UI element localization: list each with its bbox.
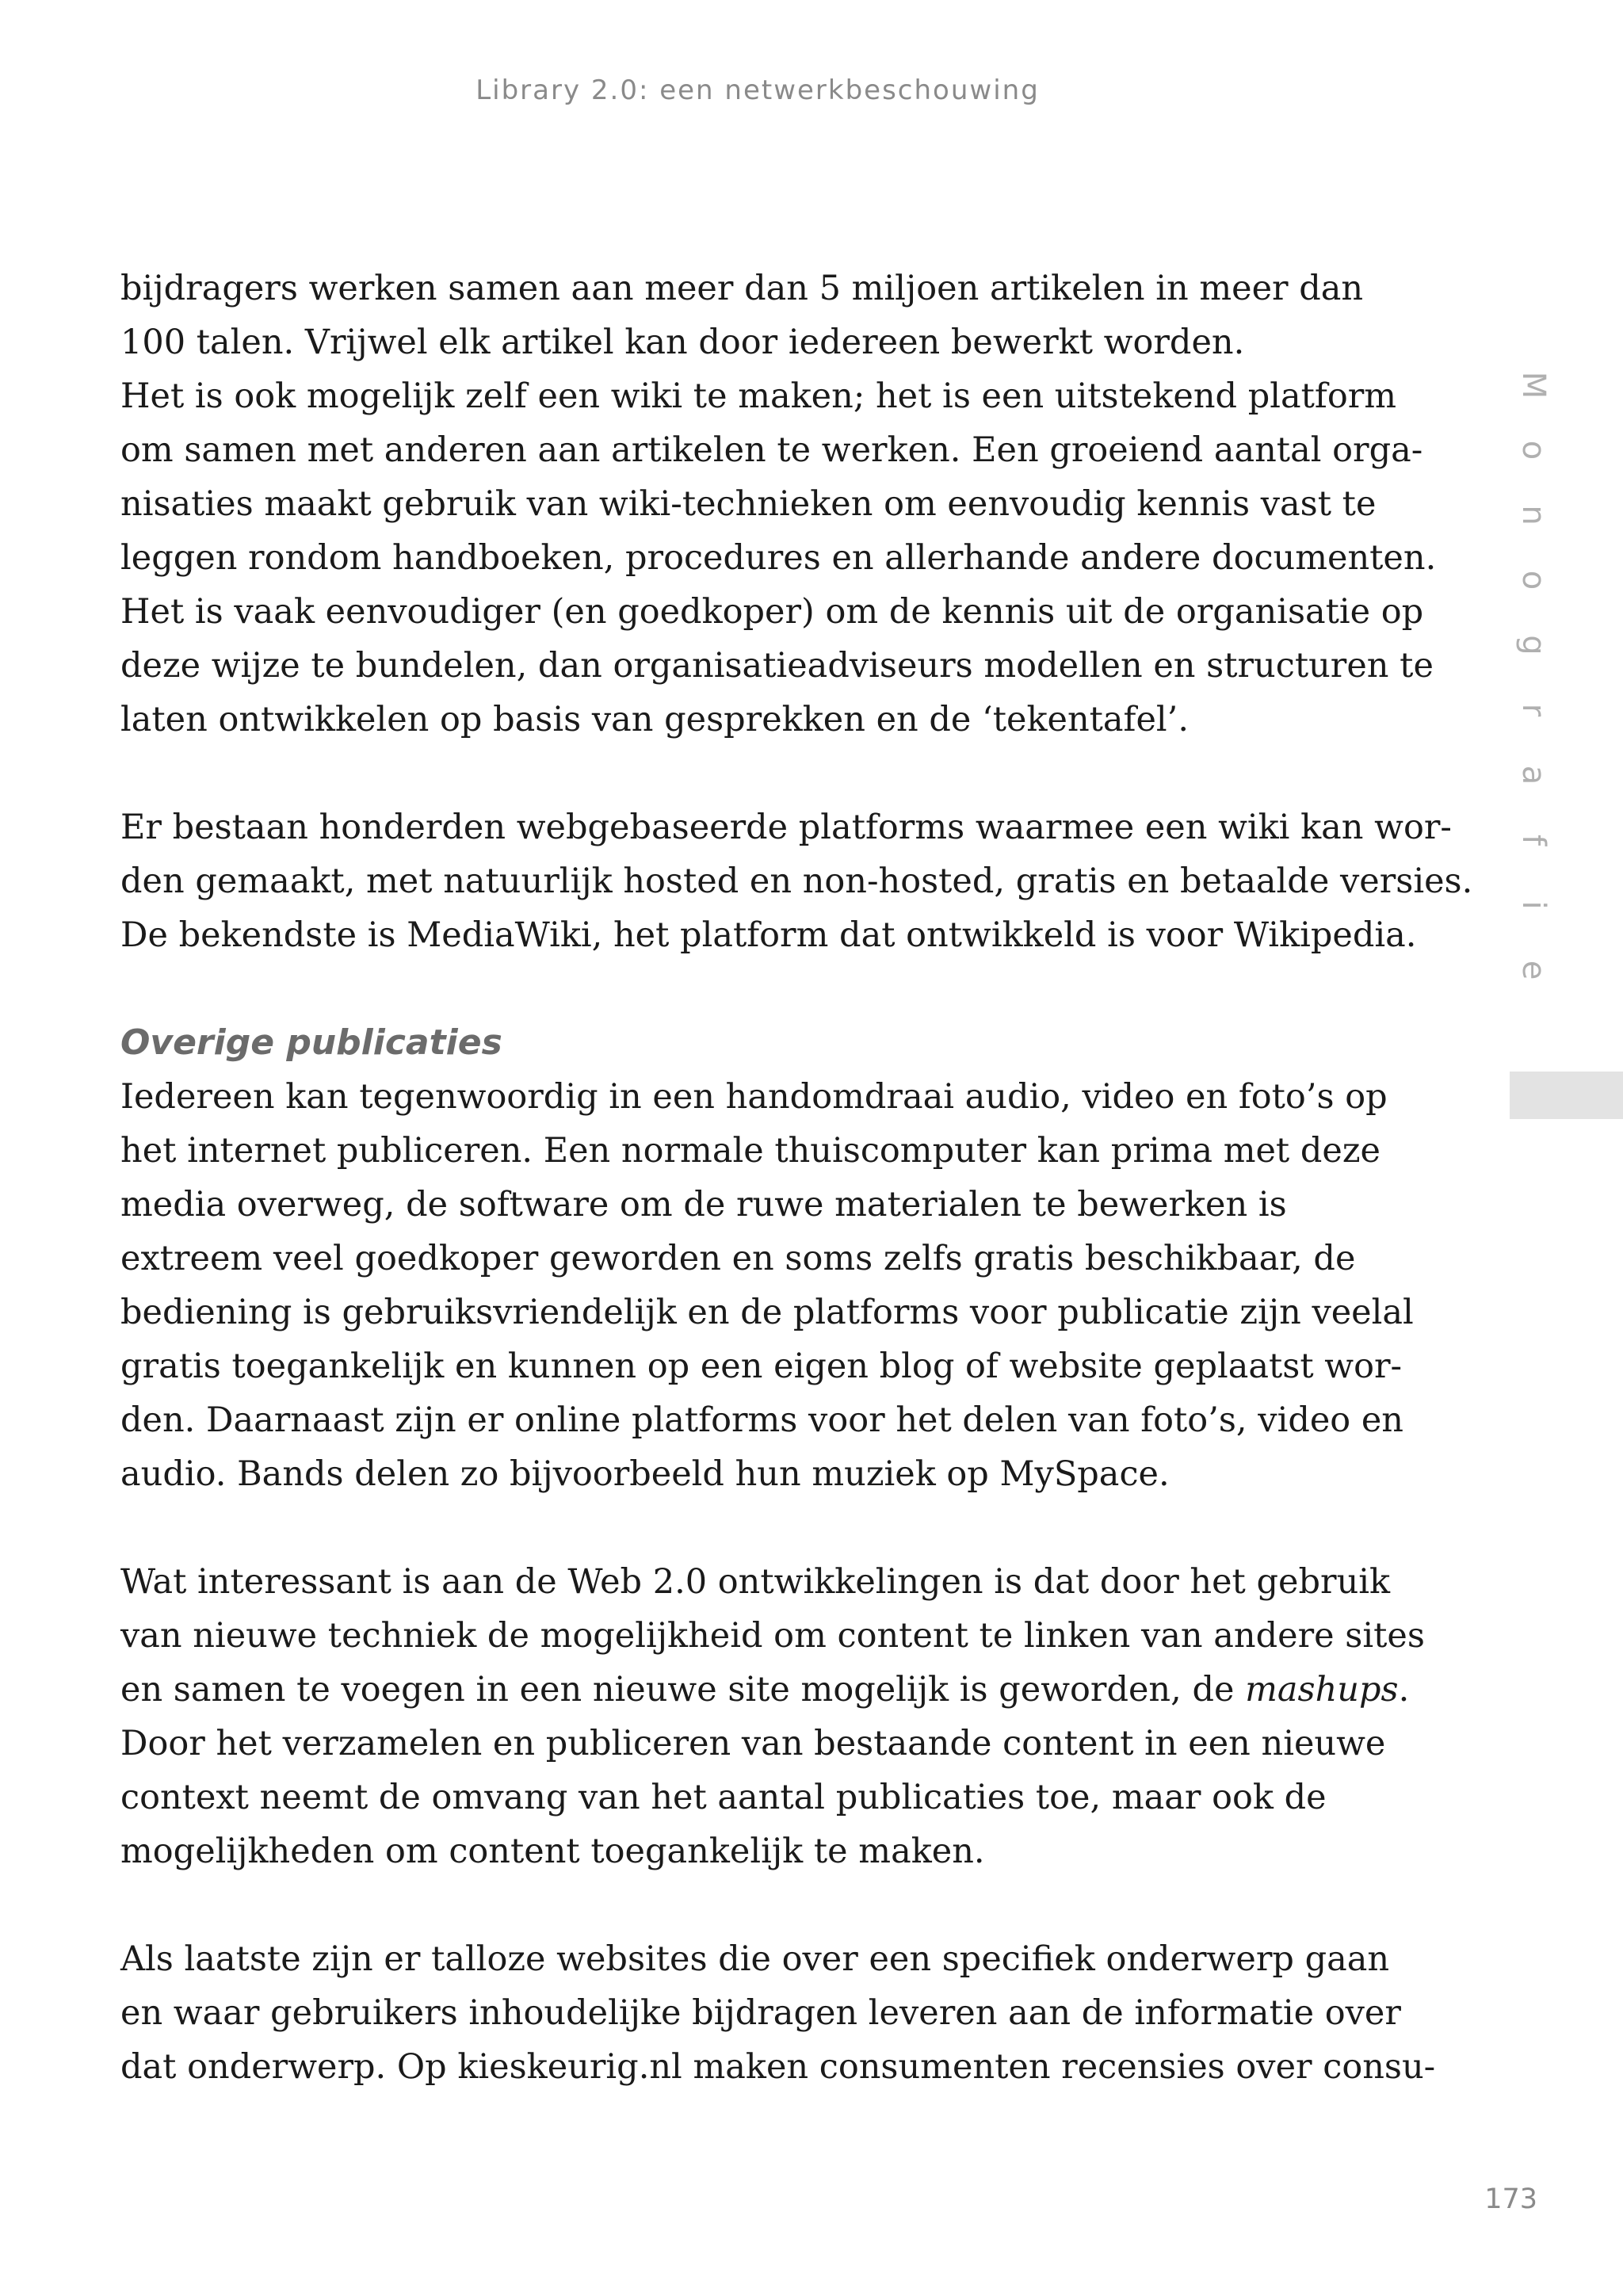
text-line: Als laatste zijn er talloze websites die over een specifiek onderwerp gaan [120,1939,1390,1979]
paragraph-websites [120,1932,1436,2094]
text-fragment: en samen te voegen in een nieuwe site mogelijk is geworden, de [120,1670,1246,1710]
text-line: De bekendste is MediaWiki, het platform dat ontwikkeld is voor Wikipedia. [120,915,1417,955]
section-marker-bar [1510,1072,1623,1119]
text-line: mogelijkheden om content toegankelijk te maken. [120,1832,985,1871]
text-line: context neemt de omvang van het aantal publicaties toe, maar ook de [120,1778,1327,1817]
text-line: dat onderwerp. Op kieskeurig.nl maken consumenten recensies over consu- [120,2047,1436,2087]
text-fragment: . [1398,1670,1410,1710]
text-line: laten ontwikkelen op basis van gesprekken en de ‘tekentafel’. [120,700,1190,739]
section-tab [1510,353,1557,1003]
tab-letter: a [1515,765,1552,785]
tab-letter: n [1515,505,1552,525]
page-number: 173 [1484,2183,1537,2215]
paragraph-publishing [120,1070,1414,1501]
text-line: deze wijze te bundelen, dan organisatieadviseurs modellen en structuren te [120,646,1434,686]
text-line-mashups [120,1663,1410,1717]
text-line: Wat interessant is aan de Web 2.0 ontwikkelingen is dat door het gebruik [120,1562,1391,1602]
body-text [120,262,1473,2094]
text-line: en waar gebruikers inhoudelijke bijdragen leveren aan de informatie over [120,1993,1401,2033]
text-line: gratis toegankelijk en kunnen op een eigen blog of website geplaatst wor- [120,1347,1403,1386]
paragraph-wiki [120,262,1437,747]
text-line: van nieuwe techniek de mogelijkheid om content te linken van andere sites [120,1616,1425,1656]
text-line: audio. Bands delen zo bijvoorbeeld hun muziek op MySpace. [120,1454,1170,1494]
tab-letter: g [1515,635,1552,655]
running-head: Library 2.0: een netwerkbeschouwing [475,74,1040,106]
text-line: bijdragers werken samen aan meer dan 5 miljoen artikelen in meer dan [120,269,1364,308]
paragraph-mashups [120,1555,1425,1878]
tab-letter: r [1515,703,1552,717]
text-line: bediening is gebruiksvriendelijk en de platforms voor publicatie zijn veelal [120,1293,1414,1332]
text-line: om samen met anderen aan artikelen te werken. Een groeiend aantal orga- [120,430,1423,470]
tab-letter: e [1515,960,1552,980]
text-line: extreem veel goedkoper geworden en soms zelfs gratis beschikbaar, de [120,1239,1356,1278]
paragraph-gap [120,747,1404,800]
paragraph-platforms [120,800,1473,962]
text-line: den gemaakt, met natuurlijk hosted en non-hosted, gratis en betaalde versies. [120,861,1473,901]
tab-letter: i [1515,900,1552,910]
text-line: Iedereen kan tegenwoordig in een handomdraai audio, video en foto’s op [120,1077,1388,1117]
section-heading: Overige publicaties [120,1022,502,1063]
tab-letter: o [1515,440,1552,460]
tab-letter: o [1515,570,1552,590]
paragraph-gap [120,1878,1404,1932]
text-line: het internet publiceren. Een normale thuiscomputer kan prima met deze [120,1131,1381,1171]
paragraph-gap [120,1501,1404,1555]
text-line: Er bestaan honderden webgebaseerde platforms waarmee een wiki kan wor- [120,808,1452,847]
text-line: media overweg, de software om de ruwe materialen te bewerken is [120,1185,1287,1224]
paragraph-gap [120,962,1404,1016]
text-line: Door het verzamelen en publiceren van bestaande content in een nieuwe [120,1724,1386,1763]
text-line: leggen rondom handboeken, procedures en allerhande andere documenten. [120,538,1437,578]
tab-letter: M [1515,371,1552,399]
text-line: Het is vaak eenvoudiger (en goedkoper) om de kennis uit de organisatie op [120,592,1424,632]
text-line: 100 talen. Vrijwel elk artikel kan door iedereen bewerkt worden. [120,323,1245,362]
text-line: Het is ook mogelijk zelf een wiki te maken; het is een uitstekend platform [120,376,1397,416]
tab-letter: f [1515,834,1552,846]
text-line: den. Daarnaast zijn er online platforms voor het delen van foto’s, video en [120,1400,1403,1440]
emphasis-term: mashups [1245,1670,1399,1710]
text-line: nisaties maakt gebruik van wiki-technieken om eenvoudig kennis vast te [120,484,1377,524]
